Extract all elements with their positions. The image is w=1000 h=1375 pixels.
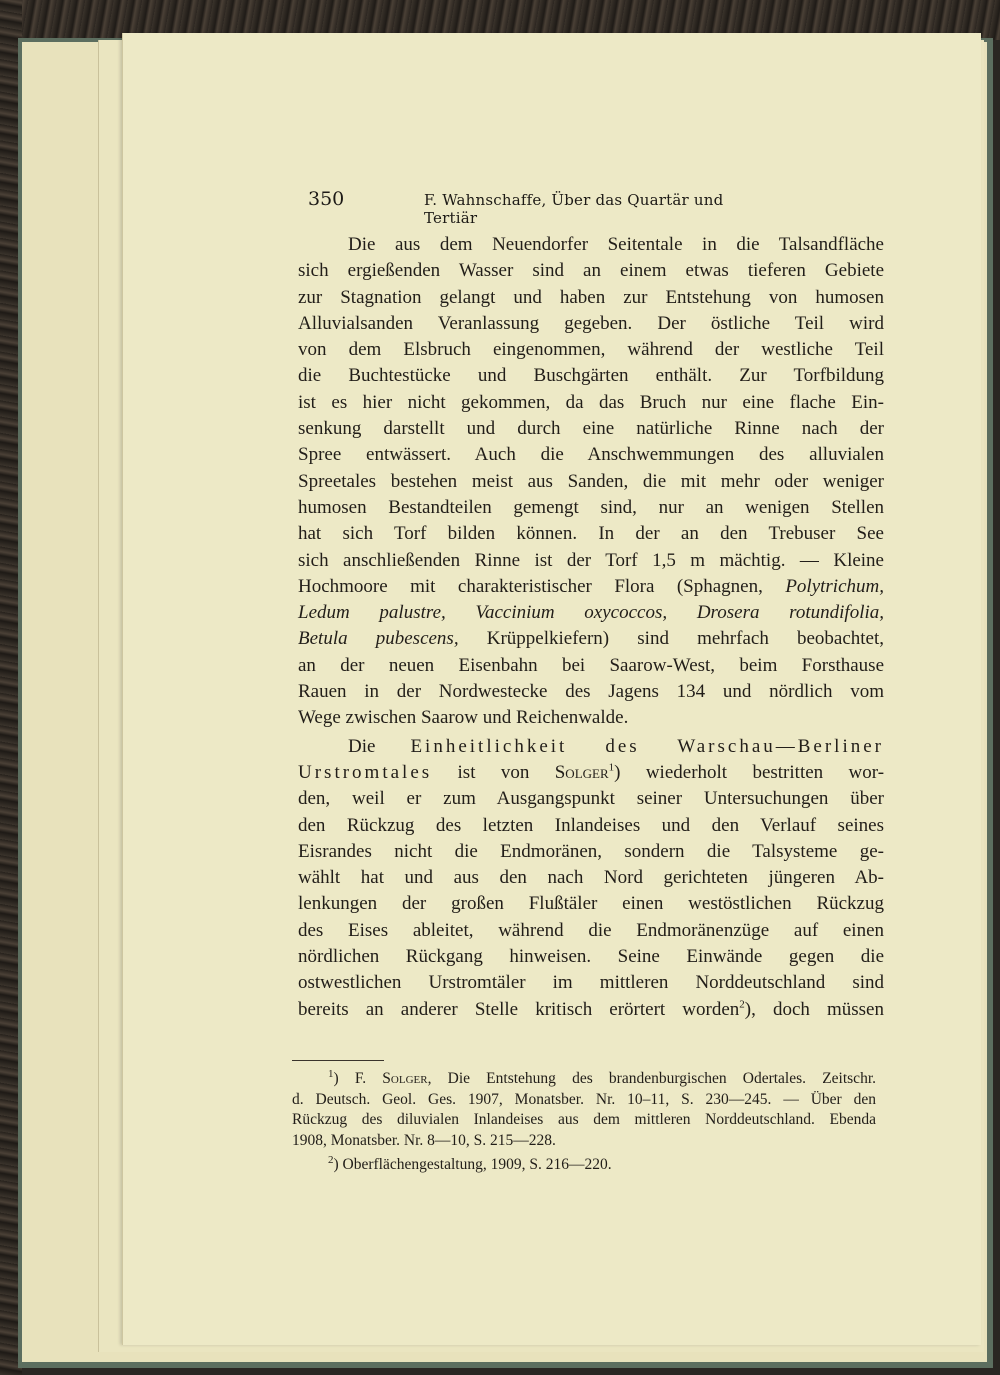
text-line: nördlichen Rückgang hinweisen. Seine Einwände gegen die — [298, 946, 884, 968]
footnote-mark: 1 — [328, 1067, 334, 1080]
author-name: Solger — [382, 1070, 428, 1087]
text-line — [298, 734, 884, 760]
text-line — [298, 626, 884, 652]
text-line: Rauen in der Nordwestecke des Jagens 134 und nördlich vom — [298, 681, 884, 703]
page-header — [308, 188, 778, 227]
text-segment: ist von — [457, 761, 530, 783]
text-line: Wege zwischen Saarow und Reichenwalde. — [298, 707, 629, 729]
spaced-text: Einheitlichkeit des Warschau—Berliner — [410, 735, 884, 757]
footnote-mark: 2 — [328, 1153, 334, 1166]
text-line: sich anschließenden Rinne ist der Torf 1,5 m mächtig. — Kleine — [298, 549, 884, 571]
text-line: des Eises ableitet, während die Endmoränenzüge auf einen — [298, 919, 884, 941]
text-line: senkung darstellt und durch eine natürliche Rinne nach der — [298, 418, 884, 440]
text-line: Spreetales bestehen meist aus Sanden, die mit mehr oder weniger — [298, 470, 884, 492]
text-line: sich ergießenden Wasser sind an einem etwas tieferen Gebiete — [298, 260, 884, 282]
text-segment: Hochmoore mit charakteristischer Flora (Sphagnen, — [298, 575, 786, 597]
text-line: an der neuen Eisenbahn bei Saarow-West, beim Forsthause — [298, 654, 884, 676]
text-line — [298, 997, 884, 1023]
text-line: zur Stagnation gelangt und haben zur Entstehung von humosen — [298, 286, 884, 308]
text-line: lenkungen der großen Flußtäler einen westöstlichen Rückzug — [298, 893, 884, 915]
text-line: Die aus dem Neuendorfer Seitentale in die Talsandfläche — [348, 234, 884, 255]
running-title: F. Wahnschaffe, Über das Quartär und Tertiär — [424, 191, 724, 227]
text-line: ist es hier nicht gekommen, da das Bruch nur eine flache Ein- — [298, 391, 884, 413]
page-number: 350 — [308, 188, 345, 210]
text-line: den, weil er zum Ausgangspunkt seiner Untersuchungen über — [298, 788, 884, 810]
text-segment: Die — [348, 735, 376, 757]
text-segment: bereits an anderer Stelle kritisch erörtert worden — [298, 998, 740, 1020]
body-text — [298, 232, 884, 1023]
text-line: hat sich Torf bilden können. In der an den Trebuser See — [298, 523, 884, 545]
footnote-line — [292, 1069, 876, 1090]
species-name: Ledum palustre, — [298, 602, 446, 624]
species-name: Drosera rotundifolia, — [696, 602, 884, 624]
text-line: ostwestlichen Urstromtäler im mittleren Norddeutschland sind — [298, 972, 884, 994]
text-segment: , Die Entstehung des brandenburgischen Odertales. Zeitschr. — [427, 1070, 876, 1087]
text-line: humosen Bestandteilen gemengt sind, nur an wenigen Stellen — [298, 496, 884, 518]
species-name: Vaccinium oxycoccos, — [475, 602, 668, 624]
text-line: von dem Elsbruch eingenommen, während der westliche Teil — [298, 339, 884, 361]
text-line: wählt hat und aus den nach Nord gerichteten jüngeren Ab- — [298, 867, 884, 889]
text-segment: Krüppelkiefern) sind mehrfach beobachtet, — [486, 628, 884, 650]
text-line: Alluvialsanden Veranlassung gegeben. Der östliche Teil wird — [298, 312, 884, 334]
text-segment: ) wiederholt bestritten wor- — [614, 761, 885, 783]
species-name: Polytrichum, — [785, 575, 884, 597]
text-line — [298, 760, 884, 786]
footnote-line — [292, 1155, 876, 1176]
footnote-ref: 2 — [739, 998, 745, 1011]
text-line — [298, 600, 884, 626]
footnote-line: 1908, Monatsber. Nr. 8—10, S. 215—228. — [292, 1131, 556, 1149]
text-line: die Buchtestücke und Buschgärten enthält. Zur Torfbildung — [298, 365, 884, 387]
footnote-rule — [292, 1060, 384, 1061]
footnotes — [292, 1060, 876, 1176]
text-line: Eisrandes nicht die Endmoränen, sondern die Talsysteme ge- — [298, 840, 884, 862]
text-segment: ) F. — [333, 1070, 367, 1087]
footnote-ref: 1 — [608, 761, 615, 774]
text-line: den Rückzug des letzten Inlandeises und den Verlauf seines — [298, 814, 884, 836]
footnote-line: d. Deutsch. Geol. Ges. 1907, Monatsber. Nr. 10–11, S. 230—245. — Über den — [292, 1090, 876, 1108]
spaced-text: Urstromtales — [298, 761, 433, 783]
author-name: Solger — [554, 761, 609, 783]
footnote-line: Rückzug des diluvialen Inlandeises aus dem mittleren Norddeutschland. Ebenda — [292, 1111, 876, 1128]
species-name: Betula pubescens, — [298, 628, 459, 650]
text-segment: ), doch müssen — [744, 998, 884, 1020]
text-segment: ) Oberflächengestaltung, 1909, S. 216—220. — [333, 1156, 612, 1173]
text-line — [298, 574, 884, 600]
text-line: Spree entwässert. Auch die Anschwemmungen des alluvialen — [298, 444, 884, 466]
